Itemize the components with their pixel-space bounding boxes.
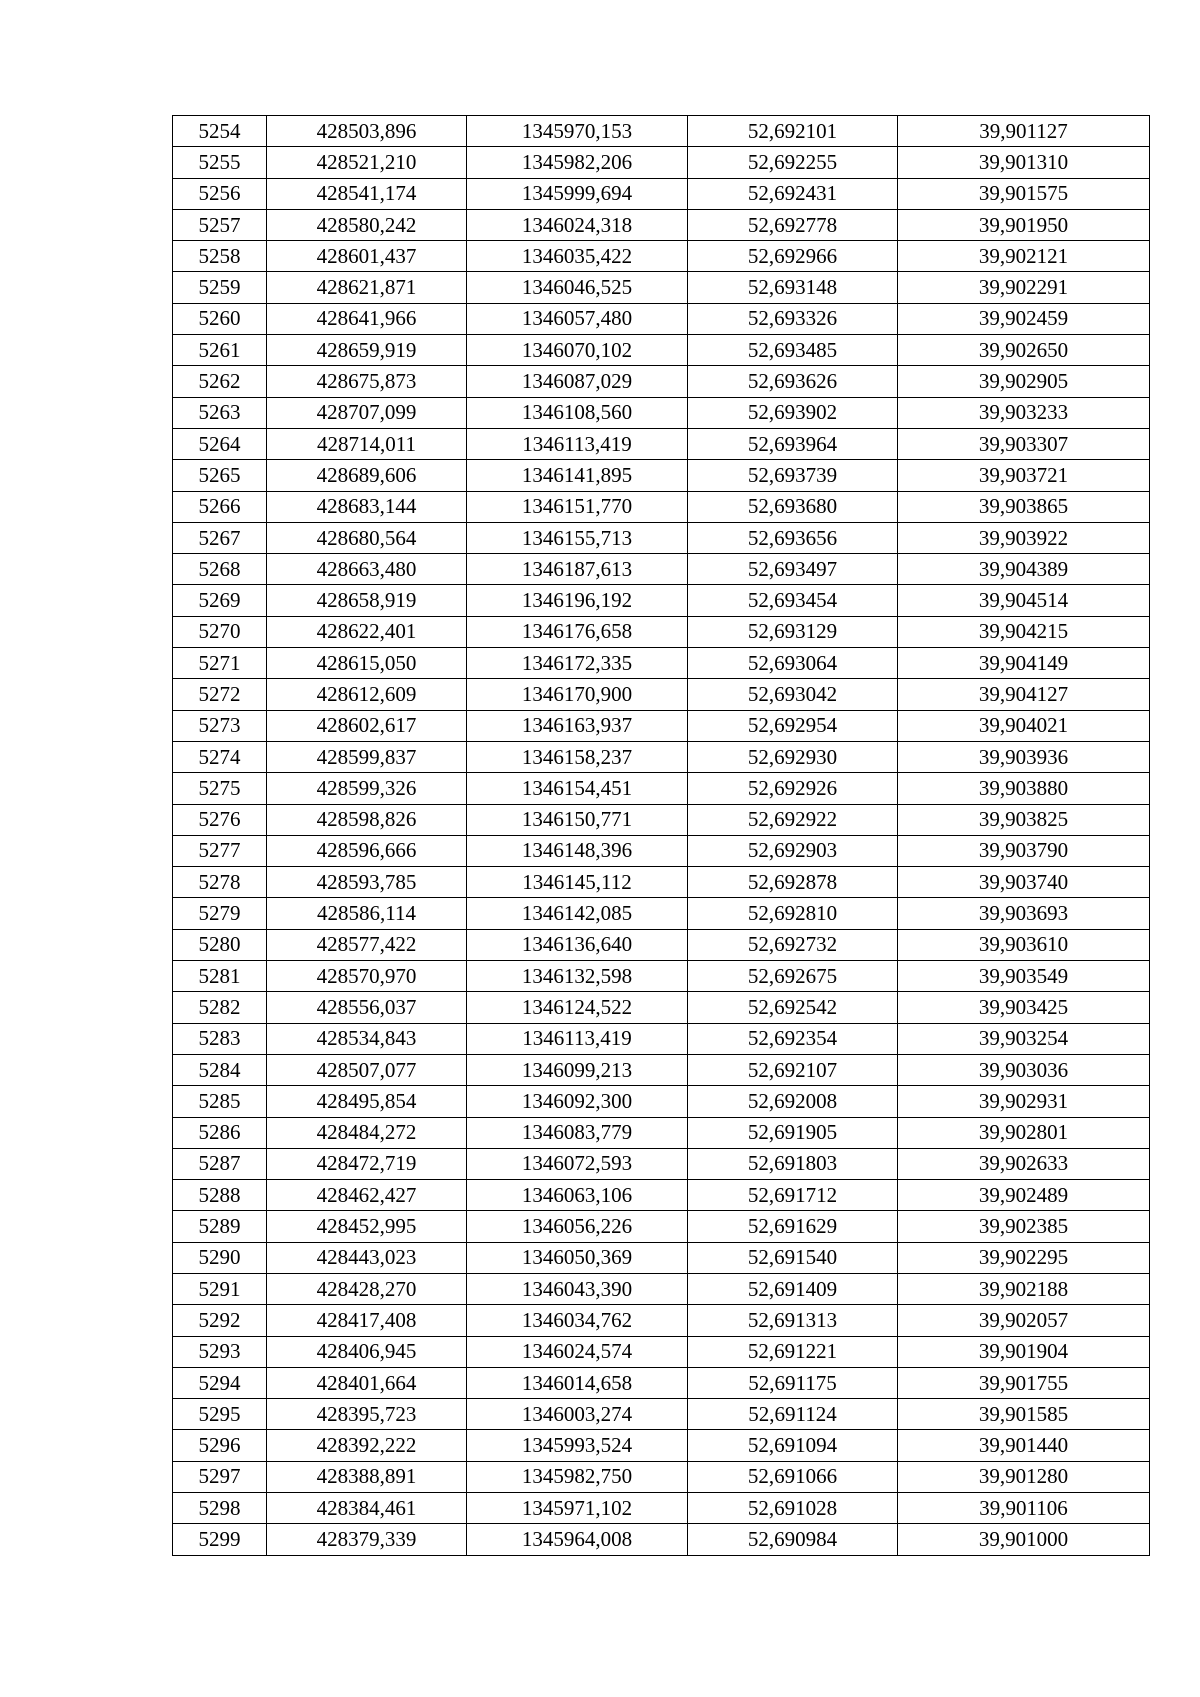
table-row bbox=[173, 648, 1150, 679]
point-number-cell: 5295 bbox=[173, 1399, 267, 1430]
point-number-cell: 5264 bbox=[173, 428, 267, 459]
x-coordinate-cell: 428462,427 bbox=[267, 1180, 467, 1211]
latitude-cell: 52,693739 bbox=[688, 460, 898, 491]
table-row bbox=[173, 241, 1150, 272]
latitude-cell: 52,691540 bbox=[688, 1242, 898, 1273]
y-coordinate-cell: 1346141,895 bbox=[467, 460, 688, 491]
latitude-cell: 52,691313 bbox=[688, 1305, 898, 1336]
y-coordinate-cell: 1346034,762 bbox=[467, 1305, 688, 1336]
table-row bbox=[173, 1367, 1150, 1398]
y-coordinate-cell: 1346150,771 bbox=[467, 804, 688, 835]
longitude-cell: 39,901310 bbox=[898, 147, 1150, 178]
table-row bbox=[173, 147, 1150, 178]
x-coordinate-cell: 428658,919 bbox=[267, 585, 467, 616]
y-coordinate-cell: 1346043,390 bbox=[467, 1273, 688, 1304]
x-coordinate-cell: 428395,723 bbox=[267, 1399, 467, 1430]
y-coordinate-cell: 1346124,522 bbox=[467, 992, 688, 1023]
y-coordinate-cell: 1345999,694 bbox=[467, 178, 688, 209]
point-number-cell: 5280 bbox=[173, 929, 267, 960]
point-number-cell: 5277 bbox=[173, 835, 267, 866]
y-coordinate-cell: 1346132,598 bbox=[467, 961, 688, 992]
longitude-cell: 39,902931 bbox=[898, 1086, 1150, 1117]
table-row bbox=[173, 804, 1150, 835]
point-number-cell: 5288 bbox=[173, 1180, 267, 1211]
longitude-cell: 39,904021 bbox=[898, 710, 1150, 741]
point-number-cell: 5267 bbox=[173, 522, 267, 553]
latitude-cell: 52,693680 bbox=[688, 491, 898, 522]
x-coordinate-cell: 428615,050 bbox=[267, 648, 467, 679]
x-coordinate-cell: 428689,606 bbox=[267, 460, 467, 491]
latitude-cell: 52,693656 bbox=[688, 522, 898, 553]
table-row bbox=[173, 1273, 1150, 1304]
latitude-cell: 52,693148 bbox=[688, 272, 898, 303]
y-coordinate-cell: 1345971,102 bbox=[467, 1493, 688, 1524]
x-coordinate-cell: 428392,222 bbox=[267, 1430, 467, 1461]
longitude-cell: 39,903036 bbox=[898, 1054, 1150, 1085]
longitude-cell: 39,904215 bbox=[898, 616, 1150, 647]
x-coordinate-cell: 428580,242 bbox=[267, 209, 467, 240]
x-coordinate-cell: 428495,854 bbox=[267, 1086, 467, 1117]
longitude-cell: 39,903549 bbox=[898, 961, 1150, 992]
latitude-cell: 52,691409 bbox=[688, 1273, 898, 1304]
latitude-cell: 52,691028 bbox=[688, 1493, 898, 1524]
table-row bbox=[173, 961, 1150, 992]
latitude-cell: 52,692810 bbox=[688, 898, 898, 929]
latitude-cell: 52,690984 bbox=[688, 1524, 898, 1555]
table-row bbox=[173, 1086, 1150, 1117]
latitude-cell: 52,692878 bbox=[688, 867, 898, 898]
y-coordinate-cell: 1346158,237 bbox=[467, 741, 688, 772]
x-coordinate-cell: 428428,270 bbox=[267, 1273, 467, 1304]
point-number-cell: 5270 bbox=[173, 616, 267, 647]
point-number-cell: 5269 bbox=[173, 585, 267, 616]
point-number-cell: 5283 bbox=[173, 1023, 267, 1054]
table-row bbox=[173, 1336, 1150, 1367]
latitude-cell: 52,691803 bbox=[688, 1148, 898, 1179]
y-coordinate-cell: 1346151,770 bbox=[467, 491, 688, 522]
longitude-cell: 39,903740 bbox=[898, 867, 1150, 898]
longitude-cell: 39,903693 bbox=[898, 898, 1150, 929]
table-row bbox=[173, 1180, 1150, 1211]
longitude-cell: 39,902385 bbox=[898, 1211, 1150, 1242]
table-row bbox=[173, 1211, 1150, 1242]
table-row bbox=[173, 554, 1150, 585]
table-row bbox=[173, 397, 1150, 428]
y-coordinate-cell: 1346024,574 bbox=[467, 1336, 688, 1367]
point-number-cell: 5286 bbox=[173, 1117, 267, 1148]
point-number-cell: 5279 bbox=[173, 898, 267, 929]
longitude-cell: 39,902650 bbox=[898, 335, 1150, 366]
x-coordinate-cell: 428384,461 bbox=[267, 1493, 467, 1524]
longitude-cell: 39,901585 bbox=[898, 1399, 1150, 1430]
latitude-cell: 52,692926 bbox=[688, 773, 898, 804]
x-coordinate-cell: 428586,114 bbox=[267, 898, 467, 929]
y-coordinate-cell: 1346024,318 bbox=[467, 209, 688, 240]
longitude-cell: 39,903425 bbox=[898, 992, 1150, 1023]
latitude-cell: 52,691175 bbox=[688, 1367, 898, 1398]
y-coordinate-cell: 1345982,206 bbox=[467, 147, 688, 178]
table-row bbox=[173, 1148, 1150, 1179]
latitude-cell: 52,692101 bbox=[688, 116, 898, 147]
y-coordinate-cell: 1346163,937 bbox=[467, 710, 688, 741]
latitude-cell: 52,692903 bbox=[688, 835, 898, 866]
latitude-cell: 52,693042 bbox=[688, 679, 898, 710]
y-coordinate-cell: 1346092,300 bbox=[467, 1086, 688, 1117]
latitude-cell: 52,692542 bbox=[688, 992, 898, 1023]
longitude-cell: 39,901755 bbox=[898, 1367, 1150, 1398]
point-number-cell: 5257 bbox=[173, 209, 267, 240]
point-number-cell: 5294 bbox=[173, 1367, 267, 1398]
point-number-cell: 5266 bbox=[173, 491, 267, 522]
point-number-cell: 5276 bbox=[173, 804, 267, 835]
table-row bbox=[173, 710, 1150, 741]
longitude-cell: 39,903880 bbox=[898, 773, 1150, 804]
longitude-cell: 39,901000 bbox=[898, 1524, 1150, 1555]
table-row bbox=[173, 585, 1150, 616]
x-coordinate-cell: 428612,609 bbox=[267, 679, 467, 710]
x-coordinate-cell: 428556,037 bbox=[267, 992, 467, 1023]
x-coordinate-cell: 428601,437 bbox=[267, 241, 467, 272]
latitude-cell: 52,692922 bbox=[688, 804, 898, 835]
table-row bbox=[173, 1023, 1150, 1054]
point-number-cell: 5282 bbox=[173, 992, 267, 1023]
table-row bbox=[173, 616, 1150, 647]
latitude-cell: 52,691712 bbox=[688, 1180, 898, 1211]
x-coordinate-cell: 428663,480 bbox=[267, 554, 467, 585]
y-coordinate-cell: 1346108,560 bbox=[467, 397, 688, 428]
x-coordinate-cell: 428593,785 bbox=[267, 867, 467, 898]
latitude-cell: 52,692966 bbox=[688, 241, 898, 272]
y-coordinate-cell: 1346113,419 bbox=[467, 428, 688, 459]
latitude-cell: 52,693129 bbox=[688, 616, 898, 647]
x-coordinate-cell: 428602,617 bbox=[267, 710, 467, 741]
longitude-cell: 39,902121 bbox=[898, 241, 1150, 272]
longitude-cell: 39,902801 bbox=[898, 1117, 1150, 1148]
latitude-cell: 52,692255 bbox=[688, 147, 898, 178]
point-number-cell: 5255 bbox=[173, 147, 267, 178]
latitude-cell: 52,692675 bbox=[688, 961, 898, 992]
table-row bbox=[173, 428, 1150, 459]
longitude-cell: 39,902295 bbox=[898, 1242, 1150, 1273]
point-number-cell: 5284 bbox=[173, 1054, 267, 1085]
table-row bbox=[173, 522, 1150, 553]
latitude-cell: 52,692954 bbox=[688, 710, 898, 741]
longitude-cell: 39,903254 bbox=[898, 1023, 1150, 1054]
longitude-cell: 39,901575 bbox=[898, 178, 1150, 209]
point-number-cell: 5273 bbox=[173, 710, 267, 741]
coordinates-table bbox=[172, 115, 1150, 1556]
longitude-cell: 39,901950 bbox=[898, 209, 1150, 240]
longitude-cell: 39,903865 bbox=[898, 491, 1150, 522]
x-coordinate-cell: 428622,401 bbox=[267, 616, 467, 647]
longitude-cell: 39,902459 bbox=[898, 303, 1150, 334]
y-coordinate-cell: 1346148,396 bbox=[467, 835, 688, 866]
x-coordinate-cell: 428472,719 bbox=[267, 1148, 467, 1179]
y-coordinate-cell: 1345970,153 bbox=[467, 116, 688, 147]
longitude-cell: 39,903936 bbox=[898, 741, 1150, 772]
longitude-cell: 39,904514 bbox=[898, 585, 1150, 616]
longitude-cell: 39,901440 bbox=[898, 1430, 1150, 1461]
point-number-cell: 5274 bbox=[173, 741, 267, 772]
latitude-cell: 52,691094 bbox=[688, 1430, 898, 1461]
y-coordinate-cell: 1346099,213 bbox=[467, 1054, 688, 1085]
point-number-cell: 5256 bbox=[173, 178, 267, 209]
y-coordinate-cell: 1346154,451 bbox=[467, 773, 688, 804]
point-number-cell: 5297 bbox=[173, 1461, 267, 1492]
x-coordinate-cell: 428707,099 bbox=[267, 397, 467, 428]
table-row bbox=[173, 116, 1150, 147]
table-row bbox=[173, 1117, 1150, 1148]
y-coordinate-cell: 1346003,274 bbox=[467, 1399, 688, 1430]
longitude-cell: 39,901904 bbox=[898, 1336, 1150, 1367]
longitude-cell: 39,902905 bbox=[898, 366, 1150, 397]
y-coordinate-cell: 1346050,369 bbox=[467, 1242, 688, 1273]
y-coordinate-cell: 1345993,524 bbox=[467, 1430, 688, 1461]
latitude-cell: 52,691629 bbox=[688, 1211, 898, 1242]
table-row bbox=[173, 992, 1150, 1023]
table-row bbox=[173, 1399, 1150, 1430]
x-coordinate-cell: 428641,966 bbox=[267, 303, 467, 334]
y-coordinate-cell: 1346170,900 bbox=[467, 679, 688, 710]
latitude-cell: 52,693964 bbox=[688, 428, 898, 459]
longitude-cell: 39,903825 bbox=[898, 804, 1150, 835]
point-number-cell: 5254 bbox=[173, 116, 267, 147]
table-row bbox=[173, 209, 1150, 240]
y-coordinate-cell: 1346155,713 bbox=[467, 522, 688, 553]
point-number-cell: 5272 bbox=[173, 679, 267, 710]
table-row bbox=[173, 272, 1150, 303]
longitude-cell: 39,902188 bbox=[898, 1273, 1150, 1304]
point-number-cell: 5278 bbox=[173, 867, 267, 898]
y-coordinate-cell: 1346196,192 bbox=[467, 585, 688, 616]
table-row bbox=[173, 1461, 1150, 1492]
table-row bbox=[173, 679, 1150, 710]
x-coordinate-cell: 428675,873 bbox=[267, 366, 467, 397]
y-coordinate-cell: 1346035,422 bbox=[467, 241, 688, 272]
latitude-cell: 52,693454 bbox=[688, 585, 898, 616]
x-coordinate-cell: 428621,871 bbox=[267, 272, 467, 303]
table-row bbox=[173, 867, 1150, 898]
x-coordinate-cell: 428541,174 bbox=[267, 178, 467, 209]
table-row bbox=[173, 1493, 1150, 1524]
table-row bbox=[173, 366, 1150, 397]
point-number-cell: 5260 bbox=[173, 303, 267, 334]
point-number-cell: 5275 bbox=[173, 773, 267, 804]
longitude-cell: 39,903307 bbox=[898, 428, 1150, 459]
longitude-cell: 39,902489 bbox=[898, 1180, 1150, 1211]
point-number-cell: 5259 bbox=[173, 272, 267, 303]
point-number-cell: 5261 bbox=[173, 335, 267, 366]
y-coordinate-cell: 1346136,640 bbox=[467, 929, 688, 960]
longitude-cell: 39,901127 bbox=[898, 116, 1150, 147]
x-coordinate-cell: 428484,272 bbox=[267, 1117, 467, 1148]
x-coordinate-cell: 428401,664 bbox=[267, 1367, 467, 1398]
latitude-cell: 52,692354 bbox=[688, 1023, 898, 1054]
longitude-cell: 39,903922 bbox=[898, 522, 1150, 553]
longitude-cell: 39,902057 bbox=[898, 1305, 1150, 1336]
x-coordinate-cell: 428714,011 bbox=[267, 428, 467, 459]
y-coordinate-cell: 1345964,008 bbox=[467, 1524, 688, 1555]
table-row bbox=[173, 1305, 1150, 1336]
x-coordinate-cell: 428443,023 bbox=[267, 1242, 467, 1273]
longitude-cell: 39,903610 bbox=[898, 929, 1150, 960]
y-coordinate-cell: 1346187,613 bbox=[467, 554, 688, 585]
latitude-cell: 52,692778 bbox=[688, 209, 898, 240]
point-number-cell: 5281 bbox=[173, 961, 267, 992]
x-coordinate-cell: 428570,970 bbox=[267, 961, 467, 992]
x-coordinate-cell: 428388,891 bbox=[267, 1461, 467, 1492]
latitude-cell: 52,693326 bbox=[688, 303, 898, 334]
table-row bbox=[173, 335, 1150, 366]
point-number-cell: 5263 bbox=[173, 397, 267, 428]
latitude-cell: 52,691221 bbox=[688, 1336, 898, 1367]
point-number-cell: 5292 bbox=[173, 1305, 267, 1336]
table-row bbox=[173, 929, 1150, 960]
y-coordinate-cell: 1346046,525 bbox=[467, 272, 688, 303]
y-coordinate-cell: 1346176,658 bbox=[467, 616, 688, 647]
longitude-cell: 39,902291 bbox=[898, 272, 1150, 303]
x-coordinate-cell: 428596,666 bbox=[267, 835, 467, 866]
x-coordinate-cell: 428599,837 bbox=[267, 741, 467, 772]
point-number-cell: 5291 bbox=[173, 1273, 267, 1304]
latitude-cell: 52,692008 bbox=[688, 1086, 898, 1117]
point-number-cell: 5289 bbox=[173, 1211, 267, 1242]
x-coordinate-cell: 428577,422 bbox=[267, 929, 467, 960]
longitude-cell: 39,904149 bbox=[898, 648, 1150, 679]
point-number-cell: 5299 bbox=[173, 1524, 267, 1555]
y-coordinate-cell: 1346172,335 bbox=[467, 648, 688, 679]
longitude-cell: 39,903233 bbox=[898, 397, 1150, 428]
y-coordinate-cell: 1345982,750 bbox=[467, 1461, 688, 1492]
point-number-cell: 5258 bbox=[173, 241, 267, 272]
x-coordinate-cell: 428598,826 bbox=[267, 804, 467, 835]
latitude-cell: 52,693064 bbox=[688, 648, 898, 679]
x-coordinate-cell: 428683,144 bbox=[267, 491, 467, 522]
point-number-cell: 5262 bbox=[173, 366, 267, 397]
x-coordinate-cell: 428417,408 bbox=[267, 1305, 467, 1336]
table-row bbox=[173, 835, 1150, 866]
table-row bbox=[173, 1430, 1150, 1461]
table-row bbox=[173, 1242, 1150, 1273]
longitude-cell: 39,904389 bbox=[898, 554, 1150, 585]
y-coordinate-cell: 1346057,480 bbox=[467, 303, 688, 334]
latitude-cell: 52,691905 bbox=[688, 1117, 898, 1148]
y-coordinate-cell: 1346113,419 bbox=[467, 1023, 688, 1054]
latitude-cell: 52,691066 bbox=[688, 1461, 898, 1492]
point-number-cell: 5287 bbox=[173, 1148, 267, 1179]
y-coordinate-cell: 1346142,085 bbox=[467, 898, 688, 929]
point-number-cell: 5293 bbox=[173, 1336, 267, 1367]
table-row bbox=[173, 303, 1150, 334]
x-coordinate-cell: 428534,843 bbox=[267, 1023, 467, 1054]
table-row bbox=[173, 741, 1150, 772]
y-coordinate-cell: 1346056,226 bbox=[467, 1211, 688, 1242]
x-coordinate-cell: 428680,564 bbox=[267, 522, 467, 553]
coordinates-table-body bbox=[173, 116, 1150, 1556]
point-number-cell: 5296 bbox=[173, 1430, 267, 1461]
latitude-cell: 52,692107 bbox=[688, 1054, 898, 1085]
table-row bbox=[173, 491, 1150, 522]
x-coordinate-cell: 428507,077 bbox=[267, 1054, 467, 1085]
latitude-cell: 52,693626 bbox=[688, 366, 898, 397]
point-number-cell: 5298 bbox=[173, 1493, 267, 1524]
latitude-cell: 52,692732 bbox=[688, 929, 898, 960]
x-coordinate-cell: 428379,339 bbox=[267, 1524, 467, 1555]
longitude-cell: 39,901106 bbox=[898, 1493, 1150, 1524]
longitude-cell: 39,901280 bbox=[898, 1461, 1150, 1492]
longitude-cell: 39,902633 bbox=[898, 1148, 1150, 1179]
longitude-cell: 39,904127 bbox=[898, 679, 1150, 710]
table-row bbox=[173, 773, 1150, 804]
table-row bbox=[173, 178, 1150, 209]
latitude-cell: 52,693485 bbox=[688, 335, 898, 366]
latitude-cell: 52,693902 bbox=[688, 397, 898, 428]
table-row bbox=[173, 898, 1150, 929]
table-row bbox=[173, 460, 1150, 491]
x-coordinate-cell: 428599,326 bbox=[267, 773, 467, 804]
x-coordinate-cell: 428521,210 bbox=[267, 147, 467, 178]
y-coordinate-cell: 1346014,658 bbox=[467, 1367, 688, 1398]
y-coordinate-cell: 1346145,112 bbox=[467, 867, 688, 898]
longitude-cell: 39,903721 bbox=[898, 460, 1150, 491]
point-number-cell: 5271 bbox=[173, 648, 267, 679]
point-number-cell: 5268 bbox=[173, 554, 267, 585]
latitude-cell: 52,691124 bbox=[688, 1399, 898, 1430]
x-coordinate-cell: 428503,896 bbox=[267, 116, 467, 147]
y-coordinate-cell: 1346063,106 bbox=[467, 1180, 688, 1211]
latitude-cell: 52,692930 bbox=[688, 741, 898, 772]
table-row bbox=[173, 1054, 1150, 1085]
y-coordinate-cell: 1346070,102 bbox=[467, 335, 688, 366]
y-coordinate-cell: 1346087,029 bbox=[467, 366, 688, 397]
y-coordinate-cell: 1346083,779 bbox=[467, 1117, 688, 1148]
latitude-cell: 52,693497 bbox=[688, 554, 898, 585]
latitude-cell: 52,692431 bbox=[688, 178, 898, 209]
point-number-cell: 5285 bbox=[173, 1086, 267, 1117]
point-number-cell: 5265 bbox=[173, 460, 267, 491]
table-row bbox=[173, 1524, 1150, 1555]
x-coordinate-cell: 428406,945 bbox=[267, 1336, 467, 1367]
x-coordinate-cell: 428452,995 bbox=[267, 1211, 467, 1242]
longitude-cell: 39,903790 bbox=[898, 835, 1150, 866]
point-number-cell: 5290 bbox=[173, 1242, 267, 1273]
x-coordinate-cell: 428659,919 bbox=[267, 335, 467, 366]
y-coordinate-cell: 1346072,593 bbox=[467, 1148, 688, 1179]
